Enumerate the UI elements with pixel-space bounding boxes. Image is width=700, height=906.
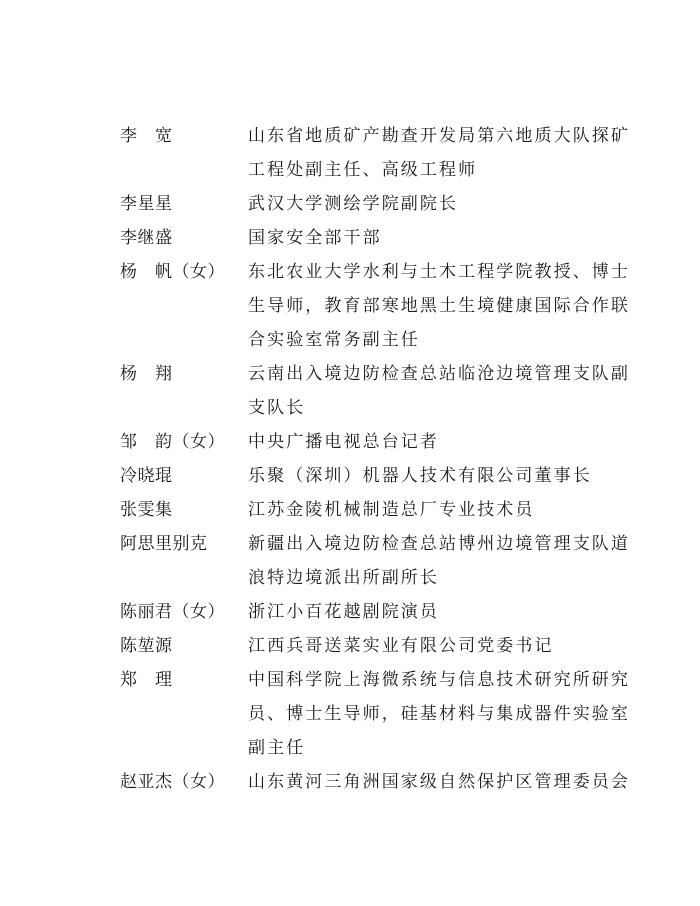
member-entry	[120, 255, 630, 357]
member-title	[248, 119, 630, 187]
member-title-line: 生导师，教育部寒地黑土生境健康国际合作联	[248, 296, 630, 316]
member-title-line: 山东黄河三角洲国家级自然保护区管理委员会	[248, 772, 630, 792]
member-name: 郑 理	[120, 670, 173, 690]
member-entry	[120, 663, 630, 765]
member-title-line: 员、博士生导师，硅基材料与集成器件实验室	[248, 704, 630, 724]
member-entry	[120, 187, 630, 221]
member-title-line: 国家安全部干部	[248, 228, 382, 248]
member-name: 张雯集	[120, 500, 173, 520]
member-title-line: 乐聚（深圳）机器人技术有限公司董事长	[248, 466, 592, 486]
member-title	[248, 527, 630, 595]
member-entry	[120, 527, 630, 595]
member-name: 李 宽	[120, 126, 173, 146]
member-title-line: 中国科学院上海微系统与信息技术研究所研究	[248, 670, 630, 690]
member-title-line: 工程处副主任、高级工程师	[248, 160, 478, 180]
member-entry	[120, 357, 630, 425]
member-title	[248, 459, 630, 493]
member-title	[248, 595, 630, 629]
member-name: 陈丽君（女）	[120, 602, 225, 622]
member-entry	[120, 493, 630, 527]
member-title	[248, 765, 630, 799]
member-title	[248, 425, 630, 459]
member-title-line: 江苏金陵机械制造总厂专业技术员	[248, 500, 535, 520]
member-name: 李星星	[120, 194, 173, 214]
member-entry	[120, 765, 630, 799]
member-title	[248, 357, 630, 425]
member-title-line: 东北农业大学水利与土木工程学院教授、博士	[248, 262, 630, 282]
member-name: 阿思里别克	[120, 534, 208, 554]
member-title-line: 武汉大学测绘学院副院长	[248, 194, 459, 214]
member-name: 邹 韵（女）	[120, 432, 225, 452]
member-entry	[120, 119, 630, 187]
member-title	[248, 493, 630, 527]
member-name: 杨 帆（女）	[120, 262, 225, 282]
member-entry	[120, 425, 630, 459]
member-title-line: 江西兵哥送菜实业有限公司党委书记	[248, 636, 554, 656]
member-title-line: 支队长	[248, 398, 306, 418]
member-title	[248, 629, 630, 663]
member-title	[248, 255, 630, 357]
member-title-line: 副主任	[248, 738, 306, 758]
member-title-line: 合实验室常务副主任	[248, 330, 420, 350]
member-title-line: 中央广播电视总台记者	[248, 432, 439, 452]
member-title	[248, 663, 630, 765]
member-entry	[120, 221, 630, 255]
member-list	[120, 119, 630, 799]
member-title-line: 浙江小百花越剧院演员	[248, 602, 439, 622]
member-title-line: 新疆出入境边防检查总站博州边境管理支队道	[248, 534, 630, 554]
member-entry	[120, 595, 630, 629]
member-title	[248, 187, 630, 221]
member-title-line: 浪特边境派出所副所长	[248, 568, 439, 588]
member-name: 杨 翔	[120, 364, 173, 384]
member-entry	[120, 459, 630, 493]
member-title-line: 云南出入境边防检查总站临沧边境管理支队副	[248, 364, 630, 384]
member-name: 李继盛	[120, 228, 173, 248]
member-name: 赵亚杰（女）	[120, 772, 225, 792]
member-title	[248, 221, 630, 255]
member-title-line: 山东省地质矿产勘查开发局第六地质大队探矿	[248, 126, 630, 146]
member-name: 陈堃源	[120, 636, 173, 656]
member-entry	[120, 629, 630, 663]
member-name: 冷晓琨	[120, 466, 173, 486]
